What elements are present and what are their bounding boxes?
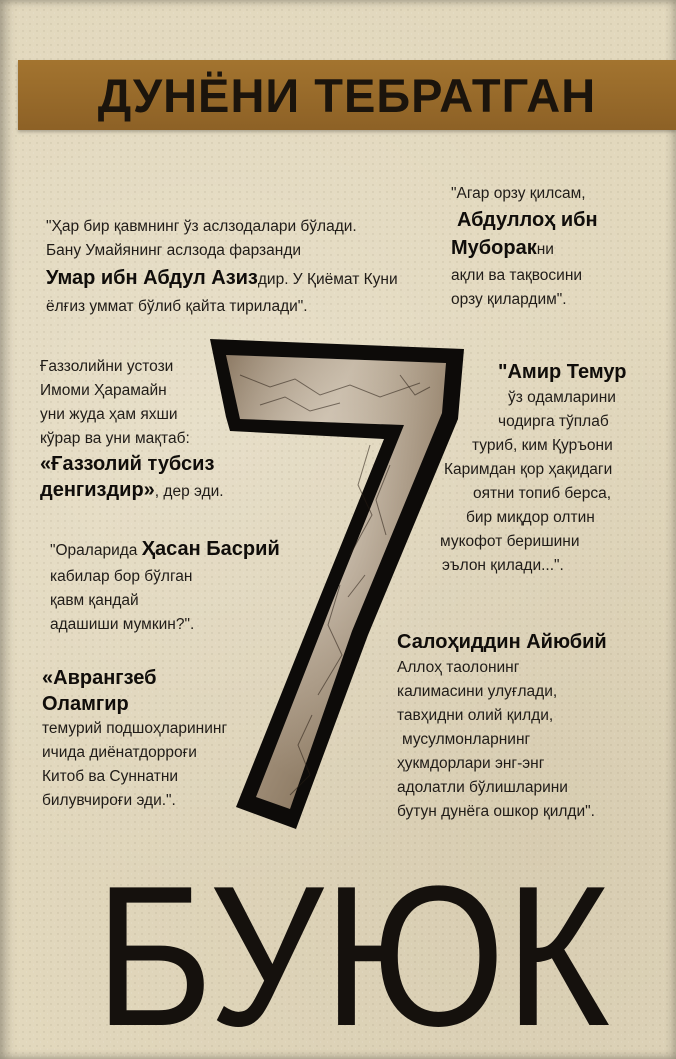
quote-line: мукофот беришини — [440, 533, 580, 550]
quote-line: калимасини улуғлади, — [397, 683, 558, 700]
quote-line: Имоми Ҳарамайн — [40, 382, 167, 399]
quote-abdulloh — [451, 182, 598, 312]
quote-line: оятни топиб берса, — [473, 485, 612, 502]
quote-text: ни — [536, 241, 554, 258]
book-title-top: ДУНЁНИ ТЕБРАТГАН — [97, 68, 597, 122]
quote-line: адашиши мумкин?". — [50, 616, 195, 633]
person-name: «Ғаззолий тубсиз — [40, 453, 215, 475]
person-name: "Амир Темур — [498, 361, 627, 383]
person-name: Абдуллоҳ ибн — [457, 209, 598, 231]
person-name: Муборак — [451, 237, 537, 259]
quote-line: мусулмонларнинг — [402, 731, 531, 748]
person-name: Умар ибн Абдул Азиз — [46, 267, 258, 289]
quote-line: ақли ва тақвосини — [451, 267, 583, 284]
title-text: БУЮК — [95, 860, 610, 1035]
quote-line: Ғаззолийни устози — [40, 358, 174, 375]
quote-line: туриб, ким Қуръони — [472, 437, 613, 454]
quote-line: бутун дунёга ошкор қилди". — [397, 803, 595, 820]
quote-line: "Агар орзу қилсам, — [451, 185, 586, 202]
quote-line — [451, 234, 598, 264]
quote-line: Аллоҳ таолонинг — [397, 659, 520, 676]
quote-line: чодирга тўплаб — [498, 413, 609, 430]
book-title-bottom — [95, 860, 615, 1035]
quote-line: билувчироғи эди.". — [42, 792, 176, 809]
quote-text: , дер эди. — [154, 483, 224, 500]
quote-line — [40, 477, 224, 505]
quote-line: адолатли бўлишларини — [397, 779, 568, 796]
quote-line: Китоб ва Суннатни — [42, 768, 179, 785]
quote-line: Бану Умайянинг аслзода фарзанди — [46, 242, 302, 259]
quote-line: тавҳидни олий қилди, — [397, 707, 554, 724]
quote-line: ҳукмдорлари энг-энг — [397, 755, 545, 772]
quote-gazzoli — [40, 355, 224, 505]
person-name: «Аврангзеб — [42, 667, 157, 689]
quote-line: эълон қилади...". — [442, 557, 564, 574]
quote-line — [46, 263, 398, 295]
quote-line: қавм қандай — [50, 592, 139, 609]
quote-line: кўрар ва уни мақтаб: — [40, 430, 190, 447]
quote-line: ёлғиз уммат бўлиб қайта тирилади". — [46, 298, 308, 315]
quote-line: "Ҳар бир қавмнинг ўз аслзодалари бўлади. — [46, 218, 357, 235]
person-name: Оламгир — [42, 693, 129, 715]
quote-text: дир. У Қиёмат Куни — [257, 271, 398, 288]
title-banner — [18, 60, 676, 130]
quote-line: уни жуда ҳам яхши — [40, 406, 178, 423]
quote-line: бир миқдор олтин — [466, 509, 595, 526]
quote-line: орзу қилардим". — [451, 291, 567, 308]
person-name: денгиздир» — [40, 479, 155, 501]
big-number-seven — [200, 335, 470, 835]
quote-line: темурий подшоҳларининг — [42, 720, 228, 737]
quote-line: ўз одамларини — [508, 389, 616, 406]
person-name: Салоҳиддин Айюбий — [397, 631, 607, 653]
quote-umar — [46, 215, 398, 319]
person-name: Ҳасан Басрий — [141, 538, 280, 560]
quote-line: Каримдан қор ҳақидаги — [444, 461, 613, 478]
quote-text: "Ораларида — [50, 542, 142, 559]
quote-line: ичида диёнатдорроғи — [42, 744, 197, 761]
quote-line: кабилар бор бўлган — [50, 568, 193, 585]
